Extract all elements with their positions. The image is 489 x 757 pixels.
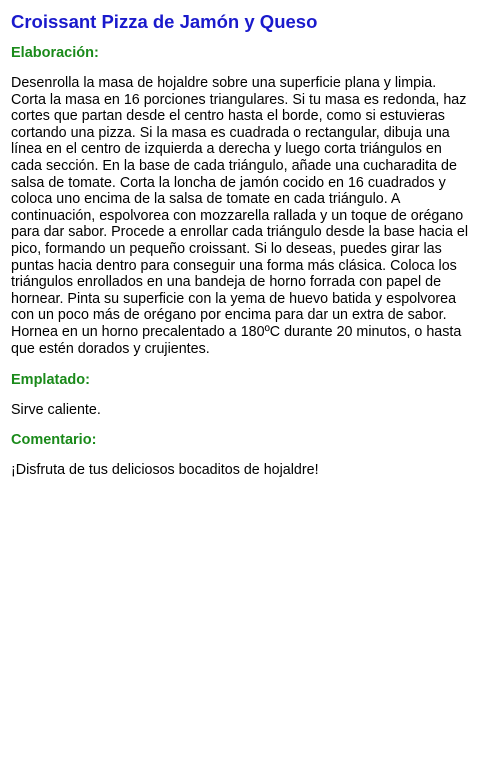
section-text-elaboracion: Desenrolla la masa de hojaldre sobre una superficie plana y limpia. Corta la masa en 16 porciones triangulares. Si tu masa es redonda, haz cortes que partan desde el centro hasta el borde, como si estuvieras cortando una pizza. Si la masa es cuadrada o rectangular, dibuja una línea en el centro de izquierda a derecha y luego corta triángulos en cada sección. En la base de cada triángulo, añade una cucharadita de salsa de tomate. Corta la loncha de jamón cocido en 16 cuadrados y coloca uno encima de la salsa de tomate en cada triángulo. A continuación, espolvorea con mozzarella rallada y un toque de orégano para dar sabor. Procede a enrollar cada triángulo desde la base hacia el pico, formando un pequeño croissant. Si lo deseas, puedes girar las puntas hacia dentro para conseguir una forma más clásica. Coloca los triángulos enrollados en una bandeja de horno forrada con papel de hornear. Pinta su superficie con la yema de huevo batida y espolvorea con un poco más de orégano por encima para dar un extra de sabor. Hornea en un horno precalentado a 180ºC durante 20 minutos, o hasta que estén dorados y crujientes. bbox=[11, 75, 469, 357]
section-heading-comentario: Comentario: bbox=[11, 431, 97, 448]
page-title: Croissant Pizza de Jamón y Queso bbox=[11, 11, 318, 32]
section-heading-elaboracion: Elaboración: bbox=[11, 45, 99, 61]
section-text-comentario: ¡Disfruta de tus deliciosos bocaditos de hojaldre! bbox=[11, 461, 319, 478]
section-heading-emplatado: Emplatado: bbox=[11, 372, 90, 389]
recipe-page bbox=[11, 0, 473, 478]
section-text-emplatado: Sirve caliente. bbox=[11, 402, 101, 419]
